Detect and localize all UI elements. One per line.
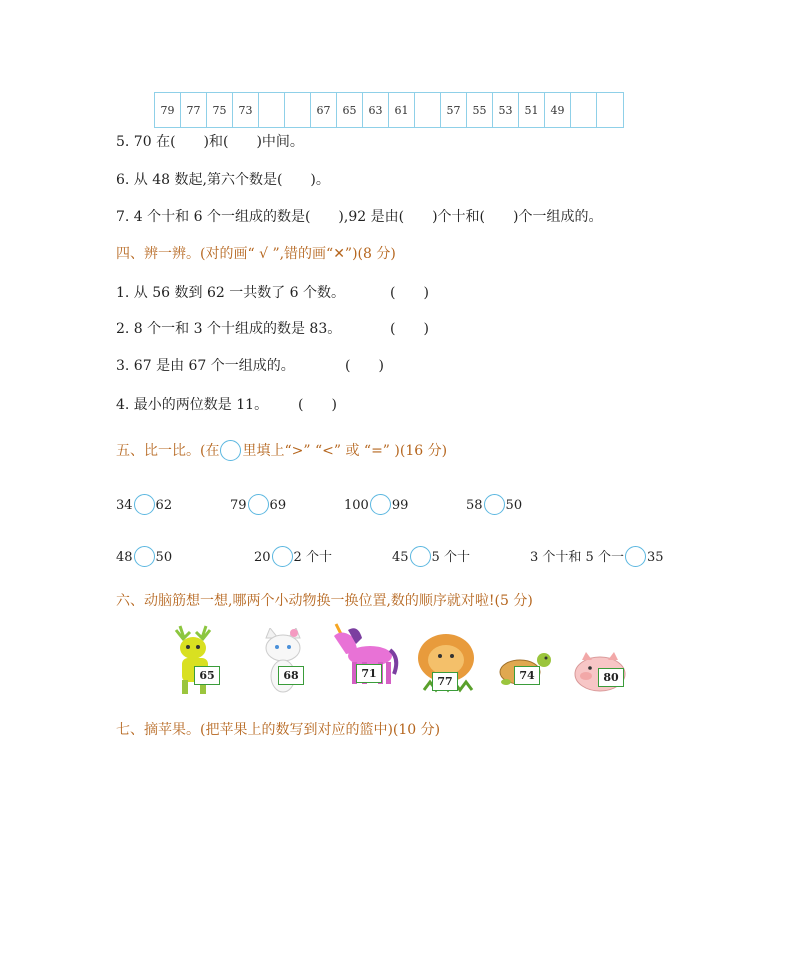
answer-circle[interactable] <box>410 546 431 567</box>
answer-circle[interactable] <box>134 494 155 515</box>
compare-item <box>116 546 172 567</box>
animal-unicorn[interactable] <box>328 622 400 688</box>
circle-icon <box>220 440 241 461</box>
answer-paren[interactable]: ( ) <box>390 285 429 301</box>
strip-cell: 75 <box>207 93 233 127</box>
compare-item <box>230 494 286 515</box>
number-strip <box>154 92 624 128</box>
section-7-title: 七、摘苹果。(把苹果上的数写到对应的篮中)(10 分) <box>116 722 441 738</box>
answer-circle[interactable] <box>370 494 391 515</box>
cat-icon <box>258 628 308 698</box>
compare-right: 62 <box>155 498 173 513</box>
strip-cell: 79 <box>155 93 181 127</box>
compare-left: 45 <box>392 550 409 565</box>
animal-number: 71 <box>356 664 382 683</box>
strip-cell-blank[interactable] <box>571 93 597 127</box>
strip-cell: 51 <box>519 93 545 127</box>
compare-item <box>344 494 408 515</box>
section-5-title-a: 五、比一比。(在 <box>116 443 220 459</box>
answer-circle[interactable] <box>625 546 646 567</box>
compare-left: 79 <box>230 498 247 513</box>
judge-item-3: 3. 67 是由 67 个一组成的。 <box>116 358 295 374</box>
judge-item-1: 1. 从 56 数到 62 一共数了 6 个数。 <box>116 285 346 301</box>
compare-right: 69 <box>269 498 287 513</box>
animal-lion[interactable] <box>416 630 476 694</box>
compare-right: 5 个十 <box>431 550 470 565</box>
animal-deer[interactable] <box>166 622 228 696</box>
strip-cell: 61 <box>389 93 415 127</box>
question-5: 5. 70 在( )和( )中间。 <box>116 134 304 150</box>
section-6-title: 六、动脑筋想一想,哪两个小动物换一换位置,数的顺序就对啦!(5 分) <box>116 593 533 609</box>
animal-number: 68 <box>278 666 304 685</box>
compare-left: 58 <box>466 498 483 513</box>
answer-circle[interactable] <box>484 494 505 515</box>
animal-pig[interactable] <box>572 650 628 694</box>
animal-turtle[interactable] <box>496 648 554 688</box>
strip-cell: 65 <box>337 93 363 127</box>
question-7: 7. 4 个十和 6 个一组成的数是( ),92 是由( )个十和( )个一组成的。 <box>116 209 603 225</box>
compare-left: 20 <box>254 550 271 565</box>
answer-circle[interactable] <box>248 494 269 515</box>
question-6: 6. 从 48 数起,第六个数是( )。 <box>116 172 330 188</box>
strip-cell: 53 <box>493 93 519 127</box>
answer-circle[interactable] <box>272 546 293 567</box>
compare-right: 50 <box>155 550 173 565</box>
compare-item <box>466 494 522 515</box>
strip-cell-blank[interactable] <box>597 93 623 127</box>
compare-item <box>254 546 332 567</box>
compare-left: 48 <box>116 550 133 565</box>
strip-cell: 55 <box>467 93 493 127</box>
judge-item-2: 2. 8 个一和 3 个十组成的数是 83。 <box>116 321 342 337</box>
compare-item <box>116 494 172 515</box>
compare-left: 100 <box>344 498 369 513</box>
compare-item <box>392 546 470 567</box>
section-5-title-b: 里填上“>” “<” 或 “=” )(16 分) <box>242 443 448 459</box>
section-4-title: 四、辨一辨。(对的画“ √ ”,错的画“✕”)(8 分) <box>116 246 396 262</box>
compare-left: 3 个十和 5 个一 <box>530 550 624 565</box>
strip-cell: 63 <box>363 93 389 127</box>
compare-left: 34 <box>116 498 133 513</box>
answer-paren[interactable]: ( ) <box>345 358 384 374</box>
judge-item-4: 4. 最小的两位数是 11。 <box>116 397 269 413</box>
answer-circle[interactable] <box>134 546 155 567</box>
section-5-title <box>116 440 447 461</box>
strip-cell: 49 <box>545 93 571 127</box>
strip-cell: 57 <box>441 93 467 127</box>
compare-right: 35 <box>646 550 664 565</box>
compare-item <box>530 546 664 567</box>
compare-right: 99 <box>391 498 409 513</box>
animal-number: 80 <box>598 668 624 687</box>
animal-number: 77 <box>432 672 458 691</box>
strip-cell: 67 <box>311 93 337 127</box>
strip-cell-blank[interactable] <box>285 93 311 127</box>
strip-cell-blank[interactable] <box>415 93 441 127</box>
compare-right: 2 个十 <box>293 550 332 565</box>
strip-cell-blank[interactable] <box>259 93 285 127</box>
animal-number: 74 <box>514 666 540 685</box>
animal-cat[interactable] <box>258 628 308 698</box>
answer-paren[interactable]: ( ) <box>390 321 429 337</box>
compare-right: 50 <box>505 498 523 513</box>
strip-cell: 73 <box>233 93 259 127</box>
animal-number: 65 <box>194 666 220 685</box>
answer-paren[interactable]: ( ) <box>298 397 337 413</box>
strip-cell: 77 <box>181 93 207 127</box>
